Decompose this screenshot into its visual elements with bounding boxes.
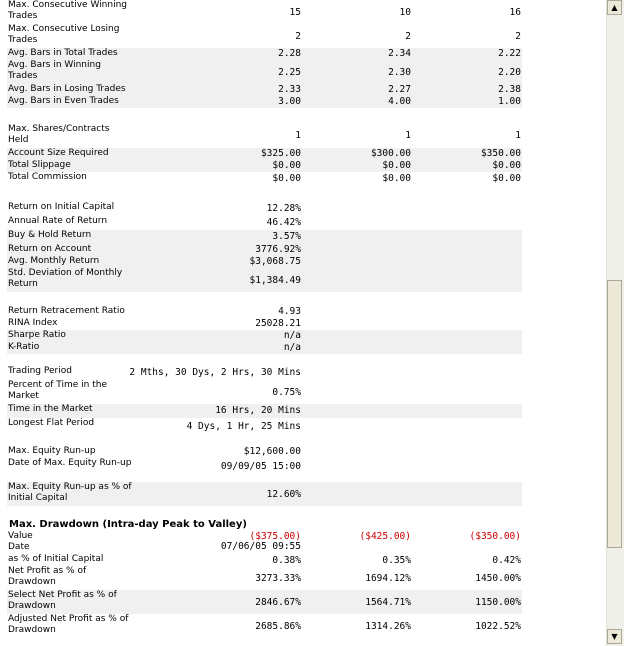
stat-label: Time in the Market [8,404,93,414]
stat-row [7,0,522,24]
stat-label: Avg. Bars in Total Trades [8,48,118,58]
stat-value: 4.00 [388,96,411,107]
stat-row [7,554,522,566]
drawdown-section-title: Max. Drawdown (Intra-day Peak to Valley) [9,519,247,530]
stat-value: 09/09/05 15:00 [220,461,301,472]
stat-value: 3273.33% [255,573,301,584]
stat-row [7,256,522,268]
stat-label: as % of Initial Capital [8,554,104,564]
stat-value: $12,600.00 [243,446,301,457]
stat-value: $0.00 [272,173,301,184]
stat-row [7,160,522,172]
stat-value: 2 Mths, 30 Dys, 2 Hrs, 30 Mins [129,367,301,378]
scroll-up-button[interactable] [607,0,622,15]
stat-value: $0.00 [272,160,301,171]
stat-label: Avg. Bars in Even Trades [8,96,119,106]
stat-label: Account Size Required [8,148,109,158]
stat-value: 0.35% [382,555,411,566]
stat-value: ($375.00) [249,531,301,542]
stat-row [7,216,522,230]
stat-value: 2.27 [388,84,411,95]
arrow-up-icon: ▲ [611,3,618,12]
stat-label: Avg. Bars in Losing Trades [8,84,126,94]
stat-label: RINA Index [8,318,58,328]
stat-label: Annual Rate of Return [8,216,108,226]
stat-label: Max. Consecutive Winning Trades [8,0,127,21]
stat-value: 3.00 [278,96,301,107]
stat-label: Sharpe Ratio [8,330,66,340]
stat-value: 3.57% [272,231,301,242]
stat-value: 4.93 [278,306,301,317]
stat-value: 1694.12% [365,573,411,584]
stat-label: Max. Shares/Contracts Held [8,124,110,145]
performance-report [7,0,522,646]
stat-label: Select Net Profit as % of Drawdown [8,590,117,611]
stat-value: $0.00 [382,160,411,171]
stat-value: 4 Dys, 1 Hr, 25 Mins [186,421,301,432]
stat-row [7,306,522,318]
stat-label: Buy & Hold Return [8,230,92,240]
stat-label: Std. Deviation of Monthly Return [8,268,123,289]
stat-label: Date of Max. Equity Run-up [8,458,132,468]
stat-row [7,84,522,96]
stat-value: 2.20 [498,67,521,78]
stat-value: 1150.00% [475,597,521,608]
stat-value: 16 Hrs, 20 Mins [215,405,301,416]
stat-value: ($425.00) [359,531,411,542]
stat-value: 2.25 [278,67,301,78]
stat-row [7,590,522,614]
stat-value: n/a [283,330,301,341]
stat-value: 46.42% [266,217,301,228]
stat-value: 10 [399,7,411,18]
stat-row [7,202,522,216]
stat-value: $0.00 [382,173,411,184]
stat-value: $1,384.49 [249,275,301,286]
scroll-thumb[interactable] [607,280,622,548]
stat-row [7,366,522,380]
stat-row [7,330,522,342]
stat-value: $300.00 [370,148,411,159]
stat-label: Total Slippage [8,160,71,170]
stat-label: Return on Initial Capital [8,202,115,212]
stat-label: Return Retracement Ratio [8,306,125,316]
stat-value: 1022.52% [475,621,521,632]
stat-label: Max. Equity Run-up [8,446,96,456]
stat-value: 15 [289,7,301,18]
stat-value: 1 [515,130,521,141]
stat-value: 0.75% [272,387,301,398]
stat-value: 2.22 [498,48,521,59]
stat-value: 3776.92% [255,244,301,255]
stat-value: 2.30 [388,67,411,78]
stat-value: 25028.21 [255,318,301,329]
stat-value: 2 [515,31,521,42]
stat-row [7,566,522,590]
stat-row [7,542,522,554]
stat-row [7,342,522,354]
stat-value: 2 [295,31,301,42]
stat-row [7,244,522,256]
stat-value: 1314.26% [365,621,411,632]
stat-label: Total Commission [8,172,87,182]
stat-value: ($350.00) [469,531,521,542]
stat-row [7,404,522,418]
vertical-scrollbar[interactable] [606,0,624,646]
stat-value: 2685.86% [255,621,301,632]
stat-row [7,148,522,160]
stat-label: Adjusted Net Profit as % of Drawdown [8,614,129,635]
stat-label: Net Profit as % of Drawdown [8,566,87,587]
stat-row [7,230,522,244]
stat-value: 12.60% [266,489,301,500]
stat-label: Max. Consecutive Losing Trades [8,24,120,45]
stat-value: 12.28% [266,203,301,214]
stat-value: 16 [509,7,521,18]
stat-label: Trading Period [8,366,72,376]
stat-label: K-Ratio [8,342,40,352]
stat-value: n/a [283,342,301,353]
stat-value: 0.42% [492,555,521,566]
stat-value: 2.28 [278,48,301,59]
stat-label: Longest Flat Period [8,418,95,428]
stat-row [7,614,522,638]
stat-value: $0.00 [492,173,521,184]
stat-row [7,380,522,404]
stat-value: 1450.00% [475,573,521,584]
stat-row [7,268,522,292]
stat-row [7,60,522,84]
stat-label: Percent of Time in the Market [8,380,107,401]
stat-value: $0.00 [492,160,521,171]
stat-label: Value [8,531,33,541]
stat-row [7,482,522,506]
stat-value: 1.00 [498,96,521,107]
stat-value: $325.00 [260,148,301,159]
stat-label: Date [8,542,30,552]
stat-value: 2 [405,31,411,42]
stat-row [7,172,522,186]
stat-value: 0.38% [272,555,301,566]
stat-value: 2.34 [388,48,411,59]
stat-row [7,48,522,60]
stat-value: 1 [405,130,411,141]
stat-value: 07/06/05 09:55 [220,541,301,552]
stat-row [7,24,522,48]
stat-value: 2.33 [278,84,301,95]
scroll-down-button[interactable] [607,629,622,644]
stat-value: $3,068.75 [249,256,301,267]
stat-value: 2.38 [498,84,521,95]
stat-label: Max. Equity Run-up as % of Initial Capital [8,482,132,503]
stat-row [7,318,522,330]
stat-value: $350.00 [480,148,521,159]
stat-row [7,418,522,436]
stat-value: 2846.67% [255,597,301,608]
arrow-down-icon: ▼ [611,632,618,641]
stat-row [7,124,522,148]
stat-label: Avg. Monthly Return [8,256,100,266]
stat-row [7,96,522,108]
stat-row [7,446,522,458]
stat-row [7,458,522,482]
stat-label: Avg. Bars in Winning Trades [8,60,101,81]
stat-value: 1 [295,130,301,141]
stat-label: Return on Account [8,244,92,254]
stat-value: 1564.71% [365,597,411,608]
